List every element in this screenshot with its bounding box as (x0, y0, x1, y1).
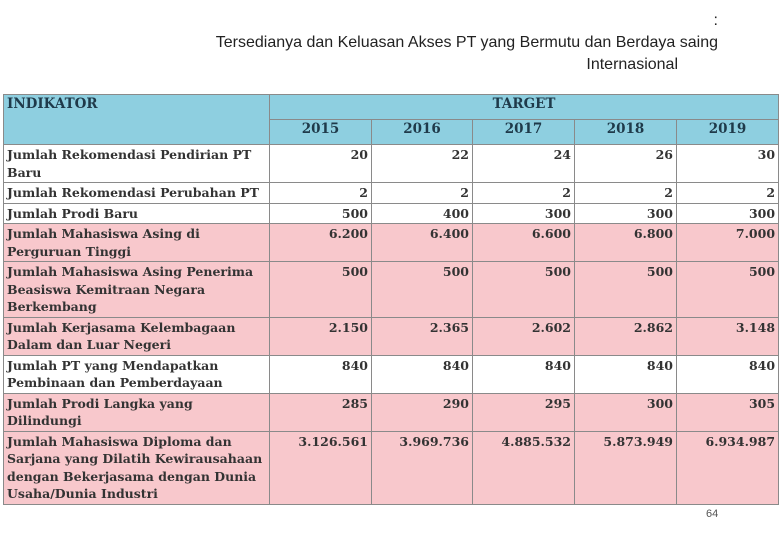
target-value: 3.126.561 (270, 431, 372, 504)
target-value: 2 (575, 183, 677, 204)
target-value: 3.969.736 (372, 431, 473, 504)
table-row (4, 183, 779, 204)
target-value: 20 (270, 145, 372, 183)
target-header: TARGET (270, 95, 779, 120)
indicator-name: Jumlah Mahasiswa Asing di Perguruan Tinggi (4, 224, 270, 262)
indicator-name: Jumlah Kerjasama Kelembagaan Dalam dan Luar Negeri (4, 317, 270, 355)
target-value: 400 (372, 203, 473, 224)
table-row (4, 393, 779, 431)
target-value: 500 (473, 262, 575, 318)
target-value: 2.862 (575, 317, 677, 355)
target-value: 2 (677, 183, 779, 204)
page-number: 64 (706, 508, 719, 520)
indicator-target-table (3, 94, 779, 505)
table-row (4, 262, 779, 318)
indicator-name: Jumlah Mahasiswa Diploma dan Sarjana yang Dilatih Kewirausahaan dengan Bekerjasama dengan Dunia Usaha/Dunia Industri (4, 431, 270, 504)
target-value: 840 (677, 355, 779, 393)
target-value: 2 (372, 183, 473, 204)
target-value: 24 (473, 145, 575, 183)
table-row (4, 224, 779, 262)
target-value: 22 (372, 145, 473, 183)
target-value: 6.200 (270, 224, 372, 262)
table-row (4, 431, 779, 504)
target-value: 840 (372, 355, 473, 393)
indicator-name: Jumlah PT yang Mendapatkan Pembinaan dan Pemberdayaan (4, 355, 270, 393)
year-header: 2018 (575, 120, 677, 145)
target-value: 285 (270, 393, 372, 431)
target-value: 2.365 (372, 317, 473, 355)
indicator-name: Jumlah Rekomendasi Pendirian PT Baru (4, 145, 270, 183)
title-colon: : (713, 12, 718, 29)
year-header: 2019 (677, 120, 779, 145)
target-value: 2 (270, 183, 372, 204)
target-value: 2.602 (473, 317, 575, 355)
indikator-header: INDIKATOR (4, 95, 270, 145)
target-value: 4.885.532 (473, 431, 575, 504)
year-header: 2017 (473, 120, 575, 145)
target-value: 2 (473, 183, 575, 204)
target-value: 30 (677, 145, 779, 183)
year-header: 2016 (372, 120, 473, 145)
target-value: 26 (575, 145, 677, 183)
target-value: 300 (575, 393, 677, 431)
target-value: 7.000 (677, 224, 779, 262)
table-row (4, 203, 779, 224)
target-value: 300 (473, 203, 575, 224)
table-row (4, 355, 779, 393)
target-value: 290 (372, 393, 473, 431)
target-value: 305 (677, 393, 779, 431)
target-value: 840 (473, 355, 575, 393)
indicator-name: Jumlah Prodi Baru (4, 203, 270, 224)
indicator-name: Jumlah Prodi Langka yang Dilindungi (4, 393, 270, 431)
target-value: 500 (372, 262, 473, 318)
target-value: 6.400 (372, 224, 473, 262)
target-value: 500 (270, 203, 372, 224)
target-value: 6.600 (473, 224, 575, 262)
table-row (4, 317, 779, 355)
indicator-name: Jumlah Rekomendasi Perubahan PT (4, 183, 270, 204)
target-value: 2.150 (270, 317, 372, 355)
target-value: 6.800 (575, 224, 677, 262)
indicator-name: Jumlah Mahasiswa Asing Penerima Beasiswa Kemitraan Negara Berkembang (4, 262, 270, 318)
title-line-1: Tersedianya dan Keluasan Akses PT yang Bermutu dan Berdaya saing (215, 34, 718, 51)
target-value: 300 (677, 203, 779, 224)
target-value: 840 (270, 355, 372, 393)
header-row-top (4, 95, 779, 120)
target-value: 5.873.949 (575, 431, 677, 504)
target-value: 500 (677, 262, 779, 318)
target-value: 295 (473, 393, 575, 431)
target-value: 500 (270, 262, 372, 318)
target-value: 6.934.987 (677, 431, 779, 504)
target-value: 300 (575, 203, 677, 224)
title-line-2: Internasional (586, 56, 678, 73)
table-row (4, 145, 779, 183)
target-value: 3.148 (677, 317, 779, 355)
target-value: 500 (575, 262, 677, 318)
target-value: 840 (575, 355, 677, 393)
year-header: 2015 (270, 120, 372, 145)
slide-title (78, 10, 718, 76)
